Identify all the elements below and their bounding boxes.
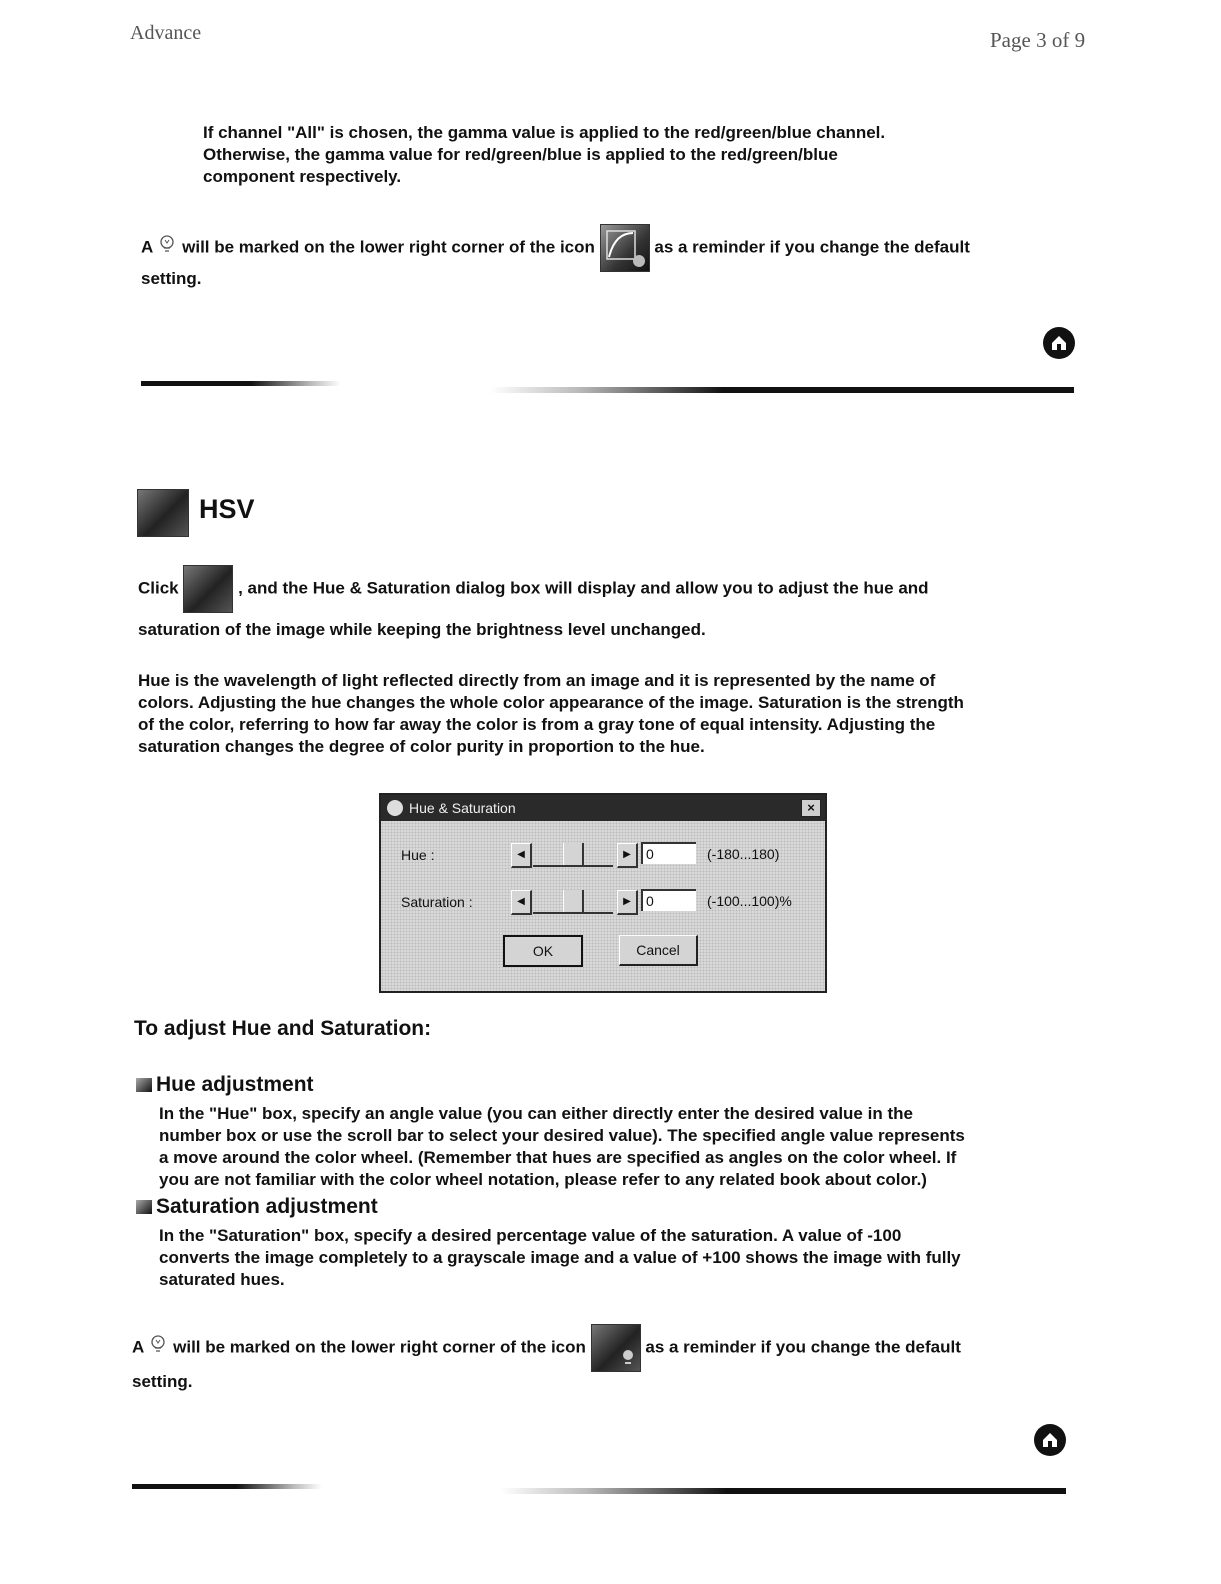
hsv-button-icon[interactable]	[183, 565, 233, 613]
adjust-heading: To adjust Hue and Saturation:	[134, 1017, 432, 1040]
hue-text-line: In the "Hue" box, specify an angle value (you can either directly enter the desired value in the	[159, 1104, 913, 1123]
hue-description	[138, 670, 1138, 758]
click-line	[138, 565, 929, 613]
hue-label: Hue :	[401, 847, 435, 863]
divider	[141, 381, 341, 386]
saturation-scroll-right[interactable]: ▶	[617, 890, 638, 915]
hsv-icon-marked[interactable]	[591, 1324, 641, 1372]
saturation-adjustment-title: Saturation adjustment	[156, 1195, 378, 1218]
sat-text-line: In the "Saturation" box, specify a desired percentage value of the saturation. A value of -100	[159, 1226, 902, 1245]
hue-scroll-thumb[interactable]	[563, 843, 584, 865]
reminder-after: as a reminder if you change the default	[654, 237, 970, 257]
desc-line: saturation changes the degree of color purity in proportion to the hue.	[138, 737, 705, 756]
saturation-adjustment-heading	[136, 1195, 378, 1219]
reminder-mid: will be marked on the lower right corner of the icon	[182, 237, 595, 257]
divider	[500, 1488, 1066, 1494]
reminder-line	[132, 1324, 961, 1372]
ok-button[interactable]: OK	[503, 935, 583, 967]
desc-line: Hue is the wavelength of light reflected directly from an image and it is represented by the name of	[138, 671, 936, 690]
app-icon	[387, 800, 403, 816]
close-button[interactable]: ×	[801, 799, 821, 817]
reminder-tail: setting.	[132, 1372, 193, 1391]
hue-scrollbar-track[interactable]	[533, 843, 613, 867]
reminder-mid: will be marked on the lower right corner of the icon	[173, 1337, 586, 1357]
hue-scroll-right[interactable]: ▶	[617, 843, 638, 868]
saturation-scrollbar-track[interactable]	[533, 890, 613, 914]
reminder-a: A	[141, 237, 153, 257]
saturation-label: Saturation :	[401, 894, 473, 910]
hue-scroll-left[interactable]: ◀	[511, 843, 532, 868]
header-left: Advance	[130, 22, 202, 44]
hue-adjustment-text	[159, 1103, 1119, 1191]
sat-text-line: saturated hues.	[159, 1270, 285, 1289]
reminder-a: A	[132, 1337, 144, 1357]
home-icon[interactable]	[1043, 327, 1075, 359]
gamma-note-line: component respectively.	[203, 167, 402, 186]
page-number: Page 3 of 9	[990, 28, 1086, 52]
hue-input[interactable]: 0	[641, 842, 696, 864]
hue-saturation-dialog	[379, 793, 827, 993]
reminder-line	[141, 224, 970, 272]
hue-text-line: you are not familiar with the color wheel notation, please refer to any related book about color.)	[159, 1170, 927, 1189]
reminder-tail: setting.	[141, 269, 202, 288]
hue-adjustment-title: Hue adjustment	[156, 1073, 314, 1096]
reminder-after: as a reminder if you change the default	[645, 1337, 961, 1357]
sat-text-line: converts the image completely to a grayscale image and a value of +100 shows the image with fully	[159, 1248, 961, 1267]
lightbulb-icon	[148, 1334, 168, 1360]
lightbulb-icon	[157, 234, 177, 260]
hue-adjustment-heading	[136, 1073, 314, 1097]
dialog-title: Hue & Saturation	[409, 800, 516, 816]
gamma-note-line: If channel "All" is chosen, the gamma value is applied to the red/green/blue channel.	[203, 123, 886, 142]
section-title: HSV	[199, 494, 255, 524]
dialog-titlebar[interactable]	[381, 795, 825, 821]
cancel-button[interactable]: Cancel	[619, 935, 698, 966]
bullet-icon	[136, 1200, 152, 1214]
click-text: Click	[138, 578, 179, 598]
gamma-curve-icon[interactable]	[600, 224, 650, 272]
hue-text-line: a move around the color wheel. (Remember that hues are specified as angles on the color wheel. If	[159, 1148, 957, 1167]
home-icon[interactable]	[1034, 1424, 1066, 1456]
gamma-note-line: Otherwise, the gamma value for red/green/blue is applied to the red/green/blue	[203, 145, 838, 164]
saturation-input[interactable]: 0	[641, 889, 696, 911]
saturation-adjustment-text	[159, 1225, 1119, 1291]
hsv-icon[interactable]	[137, 489, 189, 537]
saturation-scroll-thumb[interactable]	[563, 890, 584, 912]
divider	[132, 1484, 322, 1489]
click-after-text: , and the Hue & Saturation dialog box will display and allow you to adjust the hue and	[238, 578, 929, 598]
saturation-scroll-left[interactable]: ◀	[511, 890, 532, 915]
gamma-note	[203, 122, 885, 188]
desc-line: of the color, referring to how far away the color is from a gray tone of equal intensity. Adjusting the	[138, 715, 936, 734]
hue-text-line: number box or use the scroll bar to select your desired value). The specified angle value represents	[159, 1126, 965, 1145]
desc-line: colors. Adjusting the hue changes the whole color appearance of the image. Saturation is the strength	[138, 693, 964, 712]
saturation-range: (-100...100)%	[707, 893, 792, 909]
divider	[490, 387, 1074, 393]
bullet-icon	[136, 1078, 152, 1092]
hue-range: (-180...180)	[707, 846, 780, 862]
click-line-2: saturation of the image while keeping the brightness level unchanged.	[138, 620, 706, 639]
